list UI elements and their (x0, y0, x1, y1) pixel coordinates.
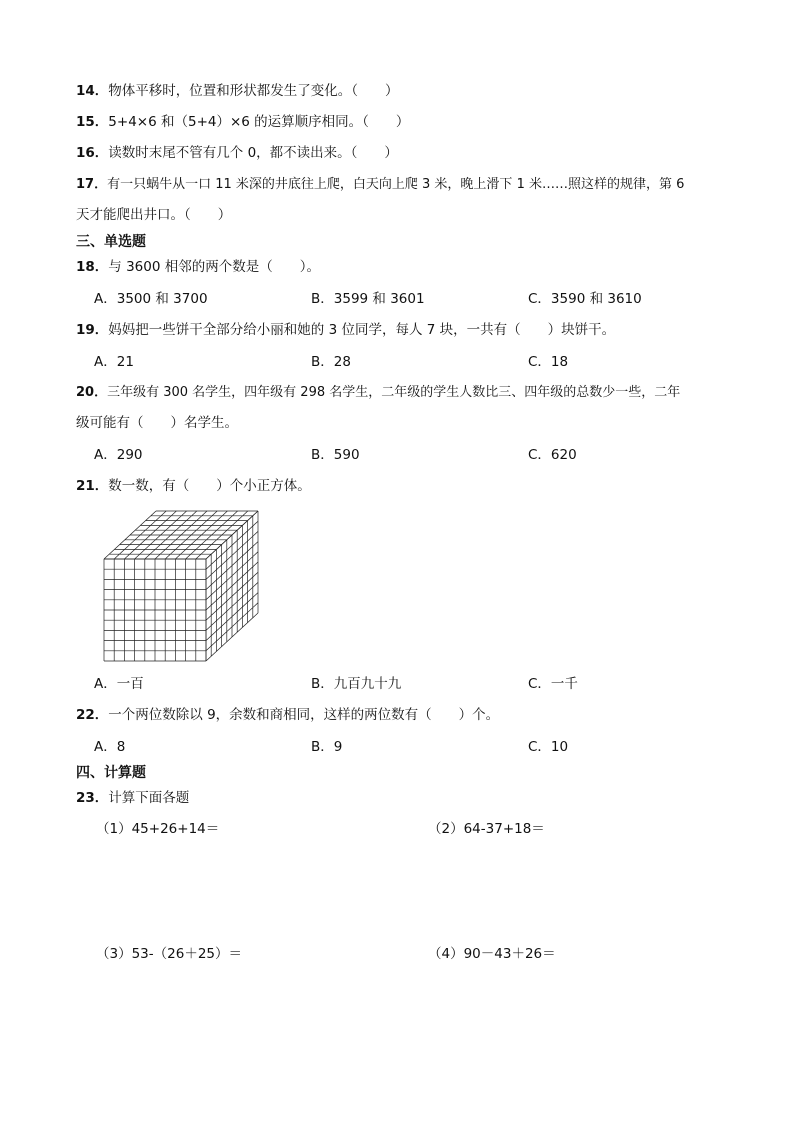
calc-item-4: （4）90－43＋26＝ (428, 946, 556, 962)
question-21 (76, 477, 311, 495)
option-c: C．一千 (528, 676, 578, 692)
question-number: 18． (76, 259, 109, 275)
option-b: B．28 (311, 354, 351, 370)
option-a: A．8 (94, 739, 126, 755)
option-c: C．3590 和 3610 (528, 291, 642, 307)
question-text: 三年级有 300 名学生，四年级有 298 名学生，二年级的学生人数比三、四年级的总数少一些，二年 (107, 385, 681, 400)
question-15 (76, 113, 409, 131)
option-a: A．3500 和 3700 (94, 291, 208, 307)
question-number: 15． (76, 114, 109, 130)
question-17-continued: 天才能爬出井口。（ ） (76, 207, 232, 223)
option-b: B．3599 和 3601 (311, 291, 425, 307)
question-text: 一个两位数除以 9，余数和商相同，这样的两位数有（ ）个。 (108, 707, 500, 723)
section-3-title: 三、单选题 (76, 234, 146, 250)
option-b: B．九百九十九 (311, 676, 402, 692)
question-text: 计算下面各题 (108, 790, 190, 806)
question-22 (76, 706, 499, 724)
question-text: 与 3600 相邻的两个数是（ ）。 (108, 259, 320, 275)
question-17 (76, 176, 684, 194)
option-b: B．590 (311, 447, 360, 463)
option-a: A．一百 (94, 676, 144, 692)
calc-item-2: （2）64-37+18＝ (428, 821, 545, 837)
question-18 (76, 258, 320, 276)
calc-item-3: （3）53-（26＋25）＝ (96, 946, 242, 962)
question-number: 19． (76, 322, 109, 338)
thousand-cube-figure (102, 509, 260, 667)
question-23 (76, 789, 189, 807)
option-a: A．21 (94, 354, 134, 370)
option-c: C．620 (528, 447, 577, 463)
question-number: 23． (76, 790, 109, 806)
option-a: A．290 (94, 447, 143, 463)
question-14 (76, 82, 399, 100)
question-text: 有一只蜗牛从一口 11 米深的井底往上爬，白天向上爬 3 米，晚上滑下 1 米……照这样的规律，第 6 (107, 177, 685, 192)
cube-grid-lines (104, 511, 258, 661)
question-19 (76, 321, 615, 339)
question-number: 21． (76, 478, 109, 494)
option-c: C．18 (528, 354, 569, 370)
question-text: 5+4×6 和（5+4）×6 的运算顺序相同。（ ） (108, 114, 410, 130)
question-text: 数一数，有（ ）个小正方体。 (108, 478, 311, 494)
section-4-title: 四、计算题 (76, 765, 146, 781)
question-text: 物体平移时，位置和形状都发生了变化。（ ） (108, 83, 399, 99)
question-number: 20． (76, 385, 108, 400)
option-b: B．9 (311, 739, 343, 755)
option-c: C．10 (528, 739, 569, 755)
question-20-continued: 级可能有（ ）名学生。 (76, 415, 238, 431)
calc-item-1: （1）45+26+14＝ (96, 821, 220, 837)
question-number: 14． (76, 83, 109, 99)
question-text: 读数时末尾不管有几个 0，都不读出来。（ ） (108, 145, 398, 161)
question-16 (76, 144, 398, 162)
question-number: 17． (76, 177, 108, 192)
question-number: 22． (76, 707, 109, 723)
question-20 (76, 384, 680, 402)
question-number: 16． (76, 145, 109, 161)
question-text: 妈妈把一些饼干全部分给小丽和她的 3 位同学，每人 7 块，一共有（ ）块饼干。 (108, 322, 616, 338)
